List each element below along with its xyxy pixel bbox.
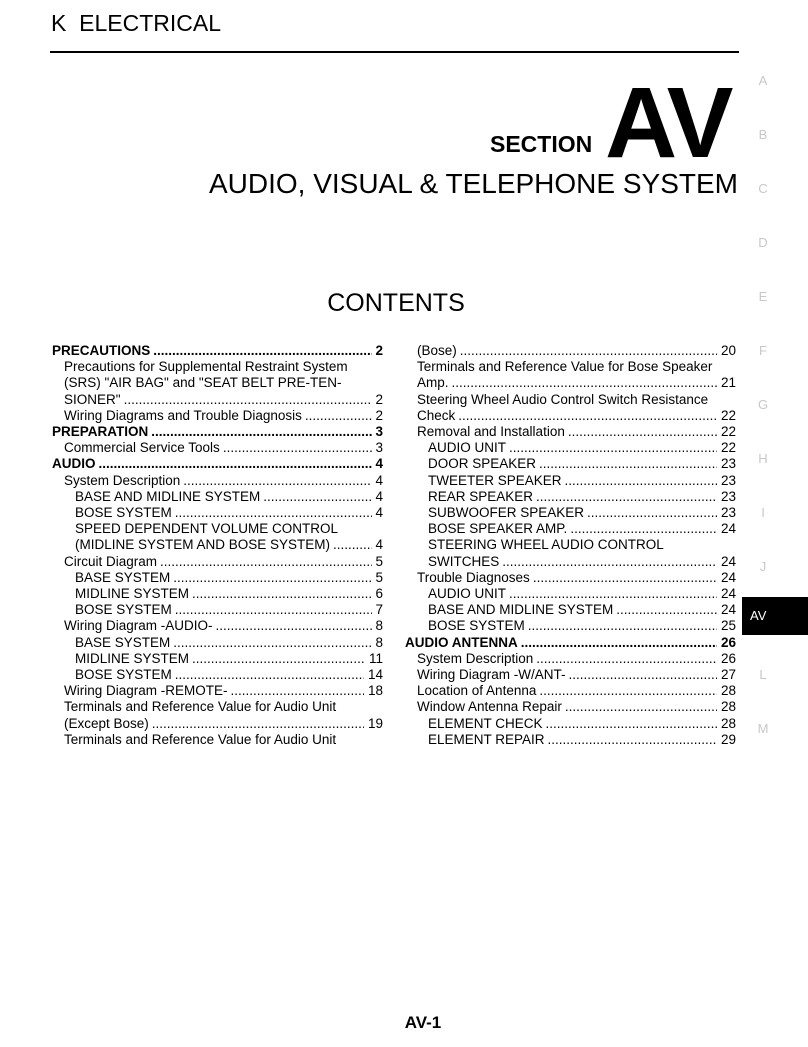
toc-dot-leader <box>533 570 717 586</box>
toc-entry-text: Commercial Service Tools <box>64 440 220 456</box>
toc-entry-text: BASE AND MIDLINE SYSTEM <box>428 602 614 618</box>
toc-page-number: 4 <box>371 537 383 553</box>
toc-dot-leader <box>160 554 372 570</box>
toc-entry[interactable] <box>405 392 736 424</box>
section-tab-active[interactable] <box>742 597 808 635</box>
toc-left-column <box>52 343 383 748</box>
toc-dot-leader <box>569 667 718 683</box>
toc-dot-leader <box>509 586 717 602</box>
toc-entry[interactable] <box>405 424 736 440</box>
toc-entry[interactable] <box>52 635 383 651</box>
toc-page-number: 4 <box>371 488 383 504</box>
toc-entry-text: System Description <box>64 472 181 488</box>
toc-page-number: 23 <box>717 505 736 521</box>
toc-page-number: 4 <box>371 505 383 521</box>
toc-dot-leader <box>536 489 717 505</box>
section-tab-j[interactable]: J <box>759 559 767 574</box>
toc-entry[interactable] <box>52 359 383 408</box>
toc-dot-leader <box>263 489 371 505</box>
section-tab-l[interactable]: L <box>759 667 767 682</box>
toc-dot-leader <box>216 618 372 634</box>
toc-page-number: 6 <box>371 586 383 602</box>
toc-entry[interactable] <box>52 570 383 586</box>
toc-entry-text: BOSE SYSTEM <box>75 667 172 683</box>
toc-dot-leader <box>521 635 717 651</box>
toc-dot-leader <box>539 683 717 699</box>
page-number: AV-1 <box>404 1013 442 1032</box>
toc-page-number: 11 <box>365 650 383 666</box>
toc-entry-text: AUDIO <box>52 456 96 472</box>
section-tab-i[interactable]: I <box>761 505 765 520</box>
toc-page-number: 24 <box>717 569 736 585</box>
toc-entry-text: AUDIO UNIT <box>428 440 507 456</box>
toc-entry-text: Terminals and Reference Value for Audio Unit <box>64 699 337 715</box>
toc-entry[interactable] <box>52 667 383 683</box>
toc-page-number: 28 <box>717 683 736 699</box>
section-tab-f[interactable]: F <box>759 343 767 358</box>
toc-entry[interactable] <box>405 716 736 732</box>
toc-dot-leader <box>151 424 371 440</box>
toc-dot-leader <box>568 424 717 440</box>
toc-dot-leader <box>502 554 717 570</box>
toc-entry[interactable] <box>52 343 383 359</box>
toc-entry-text: SIONER" <box>64 391 121 407</box>
toc-dot-leader <box>565 473 718 489</box>
toc-page-number: 4 <box>371 456 383 472</box>
toc-entry[interactable] <box>52 424 383 440</box>
toc-entry-text: Terminals and Reference Value for Audio Unit <box>64 731 337 747</box>
section-tab-h[interactable]: H <box>758 451 768 466</box>
toc-dot-leader <box>548 732 718 748</box>
toc-page-number: 2 <box>371 391 383 407</box>
toc-entry-text: ELEMENT REPAIR <box>428 731 545 747</box>
section-group-label: K ELECTRICAL <box>51 10 221 36</box>
toc-dot-leader <box>192 651 365 667</box>
toc-entry-text: Amp. <box>417 375 449 391</box>
toc-entry-text: System Description <box>417 650 534 666</box>
toc-page-number: 29 <box>717 731 736 747</box>
toc-entry[interactable] <box>405 489 736 505</box>
section-tab-e[interactable]: E <box>758 289 768 304</box>
toc-entry[interactable] <box>52 586 383 602</box>
toc-entry[interactable] <box>405 699 736 715</box>
toc-entry-text: Check <box>417 407 456 423</box>
toc-entry-text: Steering Wheel Audio Control Switch Resistance <box>417 391 709 407</box>
toc-page-number: 14 <box>364 667 383 683</box>
toc-entry-text: REAR SPEAKER <box>428 488 534 504</box>
toc-entry[interactable] <box>52 683 383 699</box>
toc-entry-text: STEERING WHEEL AUDIO CONTROL <box>428 537 664 553</box>
toc-page-number: 20 <box>717 343 736 358</box>
toc-dot-leader <box>192 586 372 602</box>
toc-entry[interactable] <box>405 359 736 391</box>
toc-entry-text: ELEMENT CHECK <box>428 715 543 731</box>
toc-dot-leader <box>536 651 717 667</box>
toc-dot-leader <box>175 602 372 618</box>
toc-page-number: 26 <box>717 634 736 650</box>
toc-entry-text: Wiring Diagram -AUDIO- <box>64 618 213 634</box>
toc-entry[interactable] <box>405 537 736 569</box>
section-tab-m[interactable]: M <box>757 721 769 736</box>
toc-entry[interactable] <box>405 570 736 586</box>
toc-entry-text: SWITCHES <box>428 553 500 569</box>
toc-page-number: 24 <box>717 586 736 602</box>
toc-dot-leader <box>587 505 717 521</box>
toc-page-number: 23 <box>717 456 736 472</box>
toc-entry-text: (SRS) "AIR BAG" and "SEAT BELT PRE-TEN- <box>64 375 342 391</box>
toc-page-number: 28 <box>717 715 736 731</box>
toc-entry[interactable] <box>405 683 736 699</box>
toc-entry[interactable] <box>405 521 736 537</box>
section-tab-c[interactable]: C <box>758 181 768 196</box>
toc-entry-text: Wiring Diagrams and Trouble Diagnosis <box>64 407 302 423</box>
toc-entry[interactable] <box>405 473 736 489</box>
section-tab-a[interactable]: A <box>758 73 768 88</box>
toc-entry-text: DOOR SPEAKER <box>428 456 537 472</box>
toc-page-number: 2 <box>371 343 383 358</box>
section-tab-b[interactable]: B <box>758 127 768 142</box>
toc-right-column <box>405 343 736 748</box>
toc-entry[interactable] <box>405 505 736 521</box>
toc-dot-leader <box>175 505 372 521</box>
toc-entry-text: Terminals and Reference Value for Bose Speaker <box>417 359 713 375</box>
toc-dot-leader <box>124 392 372 408</box>
section-tab-d[interactable]: D <box>758 235 768 250</box>
toc-entry-text: MIDLINE SYSTEM <box>75 650 190 666</box>
toc-entry[interactable] <box>52 602 383 618</box>
toc-entry-text: TWEETER SPEAKER <box>428 472 562 488</box>
toc-entry[interactable] <box>52 408 383 424</box>
toc-entry-text: BOSE SPEAKER AMP. <box>428 521 568 537</box>
toc-dot-leader <box>539 456 717 472</box>
toc-entry-text: Wiring Diagram -REMOTE- <box>64 683 228 699</box>
toc-entry[interactable] <box>52 440 383 456</box>
toc-entry[interactable] <box>405 667 736 683</box>
toc-page-number: 3 <box>371 424 383 440</box>
toc-entry[interactable] <box>405 456 736 472</box>
toc-dot-leader <box>305 408 372 424</box>
toc-entry[interactable] <box>52 456 383 472</box>
toc-entry[interactable] <box>52 618 383 634</box>
toc-dot-leader <box>565 699 717 715</box>
toc-entry-text: (Bose) <box>417 343 457 358</box>
toc-entry[interactable] <box>52 699 383 731</box>
toc-dot-leader <box>616 602 717 618</box>
toc-page-number: 22 <box>717 424 736 440</box>
toc-entry[interactable] <box>52 521 383 553</box>
toc-page-number: 24 <box>717 521 736 537</box>
toc-entry[interactable] <box>52 554 383 570</box>
toc-entry[interactable] <box>405 651 736 667</box>
toc-page-number: 22 <box>717 440 736 456</box>
toc-entry[interactable] <box>52 732 383 748</box>
toc-dot-leader <box>175 667 364 683</box>
section-tab-g[interactable]: G <box>757 397 769 412</box>
toc-entry[interactable] <box>405 635 736 651</box>
toc-dot-leader <box>173 570 371 586</box>
toc-entry-text: AUDIO ANTENNA <box>405 634 518 650</box>
toc-entry-text: PRECAUTIONS <box>52 343 151 358</box>
toc-page-number: 19 <box>364 715 383 731</box>
toc-dot-leader <box>452 375 718 391</box>
header-rule <box>50 51 739 53</box>
toc-dot-leader <box>546 716 718 732</box>
toc-page-number: 25 <box>717 618 736 634</box>
toc-entry-text: Trouble Diagnoses <box>417 569 530 585</box>
toc-entry-text: BASE SYSTEM <box>75 569 171 585</box>
toc-page-number: 5 <box>371 569 383 585</box>
toc-entry-text: Window Antenna Repair <box>417 699 562 715</box>
toc-dot-leader <box>528 618 717 634</box>
toc-entry-text: MIDLINE SYSTEM <box>75 586 190 602</box>
toc-entry-text: BASE SYSTEM <box>75 634 171 650</box>
toc-dot-leader <box>152 716 364 732</box>
toc-dot-leader <box>223 440 372 456</box>
toc-dot-leader <box>458 408 717 424</box>
toc-dot-leader <box>570 521 717 537</box>
toc-page-number: 23 <box>717 488 736 504</box>
toc-entry[interactable] <box>52 473 383 489</box>
section-code: AV <box>605 67 731 179</box>
toc-dot-leader <box>173 635 371 651</box>
section-word: SECTION <box>490 131 593 157</box>
toc-dot-leader <box>183 473 371 489</box>
toc-entry-text: AUDIO UNIT <box>428 586 507 602</box>
toc-entry[interactable] <box>405 343 736 359</box>
toc-entry[interactable] <box>52 505 383 521</box>
toc-entry[interactable] <box>405 732 736 748</box>
toc-page-number: 24 <box>717 602 736 618</box>
toc-entry-text: BASE AND MIDLINE SYSTEM <box>75 488 261 504</box>
toc-page-number: 28 <box>717 699 736 715</box>
toc-dot-leader <box>153 343 371 359</box>
toc-page-number: 7 <box>371 602 383 618</box>
toc-page-number: 5 <box>371 553 383 569</box>
toc-page-number: 4 <box>371 472 383 488</box>
toc-entry[interactable] <box>405 586 736 602</box>
toc-entry-text: Precautions for Supplemental Restraint System <box>64 359 348 375</box>
toc-entry-text: BOSE SYSTEM <box>75 505 172 521</box>
toc-entry-text: (Except Bose) <box>64 715 149 731</box>
toc-dot-leader <box>333 537 372 553</box>
toc-entry[interactable] <box>52 651 383 667</box>
toc-dot-leader <box>460 343 717 359</box>
toc-page-number: 8 <box>371 634 383 650</box>
toc-page-number: 21 <box>717 375 736 391</box>
section-title: AUDIO, VISUAL & TELEPHONE SYSTEM <box>208 168 738 199</box>
section-tab-label: AV <box>750 608 767 623</box>
toc-entry[interactable] <box>405 618 736 634</box>
toc-entry-text: SUBWOOFER SPEAKER <box>428 505 585 521</box>
toc-page-number: 23 <box>717 472 736 488</box>
toc-entry[interactable] <box>52 489 383 505</box>
toc-entry-text: Removal and Installation <box>417 424 565 440</box>
contents-heading: CONTENTS <box>327 289 465 317</box>
toc-entry-text: Circuit Diagram <box>64 553 158 569</box>
toc-entry-text: BOSE SYSTEM <box>75 602 172 618</box>
toc-entry-text: SPEED DEPENDENT VOLUME CONTROL <box>75 521 339 537</box>
toc-page-number: 18 <box>364 683 383 699</box>
toc-page-number: 3 <box>371 440 383 456</box>
toc-entry-text: (MIDLINE SYSTEM AND BOSE SYSTEM) <box>75 537 331 553</box>
toc-dot-leader <box>231 683 365 699</box>
toc-page-number: 2 <box>371 407 383 423</box>
toc-dot-leader <box>509 440 717 456</box>
toc-entry-text: Wiring Diagram -W/ANT- <box>417 667 566 683</box>
toc-page-number: 24 <box>717 553 736 569</box>
toc-page-number: 26 <box>717 650 736 666</box>
toc-dot-leader <box>99 456 372 472</box>
toc-page-number: 22 <box>717 407 736 423</box>
toc-entry[interactable] <box>405 440 736 456</box>
toc-entry[interactable] <box>405 602 736 618</box>
toc-page-number: 8 <box>371 618 383 634</box>
toc-entry-text: BOSE SYSTEM <box>428 618 525 634</box>
toc-entry-text: PREPARATION <box>52 424 149 440</box>
toc-page-number: 27 <box>717 667 736 683</box>
toc-entry-text: Location of Antenna <box>417 683 537 699</box>
